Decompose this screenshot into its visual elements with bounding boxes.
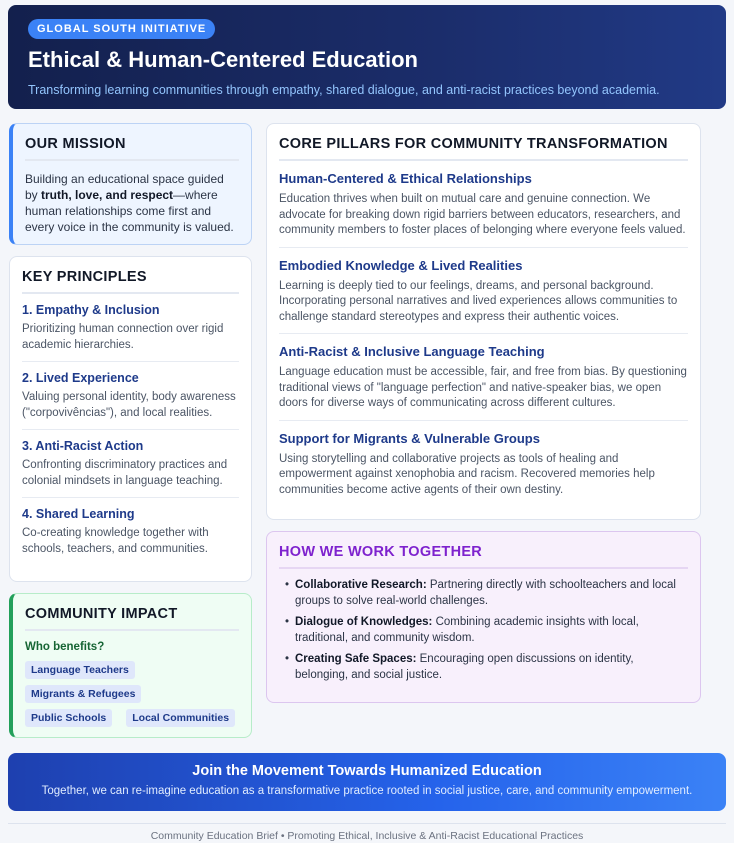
principle-text: Confronting discriminatory practices and colonial mindsets in language teaching. <box>22 459 228 487</box>
pillar-item <box>279 248 688 335</box>
principle-text: Valuing personal identity, body awareness ("corpovivências"), and local realities. <box>22 391 236 419</box>
impact-who-label: Who benefits? <box>25 641 105 653</box>
list-item <box>285 577 688 609</box>
call-to-action-banner <box>8 753 726 811</box>
principle-item <box>22 362 239 430</box>
principle-text: Prioritizing human connection over rigid academic hierarchies. <box>22 323 224 351</box>
page-subtitle: Transforming learning communities through empathy, shared dialogue, and anti-racist practices beyond academia. <box>28 83 660 97</box>
mission-title: OUR MISSION <box>25 136 239 161</box>
principle-title: 4. Shared Learning <box>22 507 135 521</box>
work-item-label: Dialogue of Knowledges: <box>295 616 433 628</box>
work-together-card <box>266 531 701 703</box>
cta-title: Join the Movement Towards Humanized Education <box>192 763 542 779</box>
principle-title: 3. Anti-Racist Action <box>22 439 144 453</box>
work-item-text: Combining academic insights with local, traditional, and community wisdom. <box>295 616 639 644</box>
principles-title: KEY PRINCIPLES <box>22 269 239 294</box>
impact-card <box>9 593 252 738</box>
pillar-item <box>279 421 688 507</box>
principle-item <box>22 294 239 362</box>
footer <box>8 823 726 842</box>
work-item-label: Collaborative Research: <box>295 579 427 591</box>
principle-text: Co-creating knowledge together with schools, teachers, and communities. <box>22 527 209 555</box>
principle-title: 1. Empathy & Inclusion <box>22 303 160 317</box>
mission-text <box>25 171 239 235</box>
principles-card <box>9 256 252 582</box>
pillar-title: Anti-Racist & Inclusive Language Teaching <box>279 344 545 359</box>
beneficiary-tags <box>25 661 239 727</box>
impact-title: COMMUNITY IMPACT <box>25 606 239 631</box>
pillar-text: Education thrives when built on mutual care and genuine connection. We advocate for breaking down rigid barriers between educators, researchers, and community members to foster places of belonging where everyone feels valued. <box>279 193 686 236</box>
pillar-text: Using storytelling and collaborative projects as tools of healing and empowerment against xenophobia and racism. Recovered memories help communities become active agents of their own destiny. <box>279 452 655 496</box>
work-item-text: Encouraging open discussions on identity, belonging, and social justice. <box>295 653 634 681</box>
pillar-item <box>279 334 688 421</box>
mission-text-bold: truth, love, and respect <box>41 188 174 202</box>
work-title: HOW WE WORK TOGETHER <box>279 544 688 569</box>
page-title: Ethical & Human-Centered Education <box>28 47 418 72</box>
pillars-title: CORE PILLARS FOR COMMUNITY TRANSFORMATION <box>279 136 688 161</box>
work-list <box>279 577 688 683</box>
principle-title: 2. Lived Experience <box>22 371 139 385</box>
work-item-text: Partnering directly with schoolteachers and local groups to solve real-world challenges. <box>295 579 676 607</box>
pillar-text: Language education must be accessible, fair, and free from bias. By questioning traditional views of "language perfection" and native-speaker bias, we open doors for diverse ways of communicating across different cultures. <box>279 366 687 409</box>
tag-language-teachers: Language Teachers <box>25 661 135 679</box>
list-item <box>285 614 688 646</box>
pillars-card <box>266 123 701 520</box>
list-item <box>285 651 688 683</box>
header-banner <box>8 5 726 109</box>
cta-text: Together, we can re-imagine education as a transformative practice rooted in social justice, care, and community empowerment. <box>41 785 693 797</box>
pillar-title: Human-Centered & Ethical Relationships <box>279 171 532 186</box>
footer-text: Community Education Brief • Promoting Ethical, Inclusive & Anti-Racist Educational Practices <box>150 830 584 842</box>
initiative-badge: GLOBAL SOUTH INITIATIVE <box>28 19 215 39</box>
principle-item <box>22 498 239 565</box>
tag-local-communities: Local Communities <box>126 709 235 727</box>
pillar-title: Support for Migrants & Vulnerable Groups <box>279 430 540 446</box>
principle-item <box>22 430 239 498</box>
mission-card <box>9 123 252 245</box>
pillar-item <box>279 161 688 248</box>
tag-public-schools: Public Schools <box>25 709 112 727</box>
work-item-label: Creating Safe Spaces: <box>295 653 417 665</box>
mission-text-end: —where human relationships come first and every voice in the community is valued. <box>25 188 234 234</box>
pillar-text: Learning is deeply tied to our feelings, dreams, and personal background. Incorporating personal narratives and lived experiences allows communities to challenge standard stereotypes and express their authentic voices. <box>279 279 678 323</box>
pillar-title: Embodied Knowledge & Lived Realities <box>279 257 523 273</box>
tag-migrants-refugees: Migrants & Refugees <box>25 685 141 703</box>
mission-text-start: Building an educational space guided by <box>25 172 224 202</box>
